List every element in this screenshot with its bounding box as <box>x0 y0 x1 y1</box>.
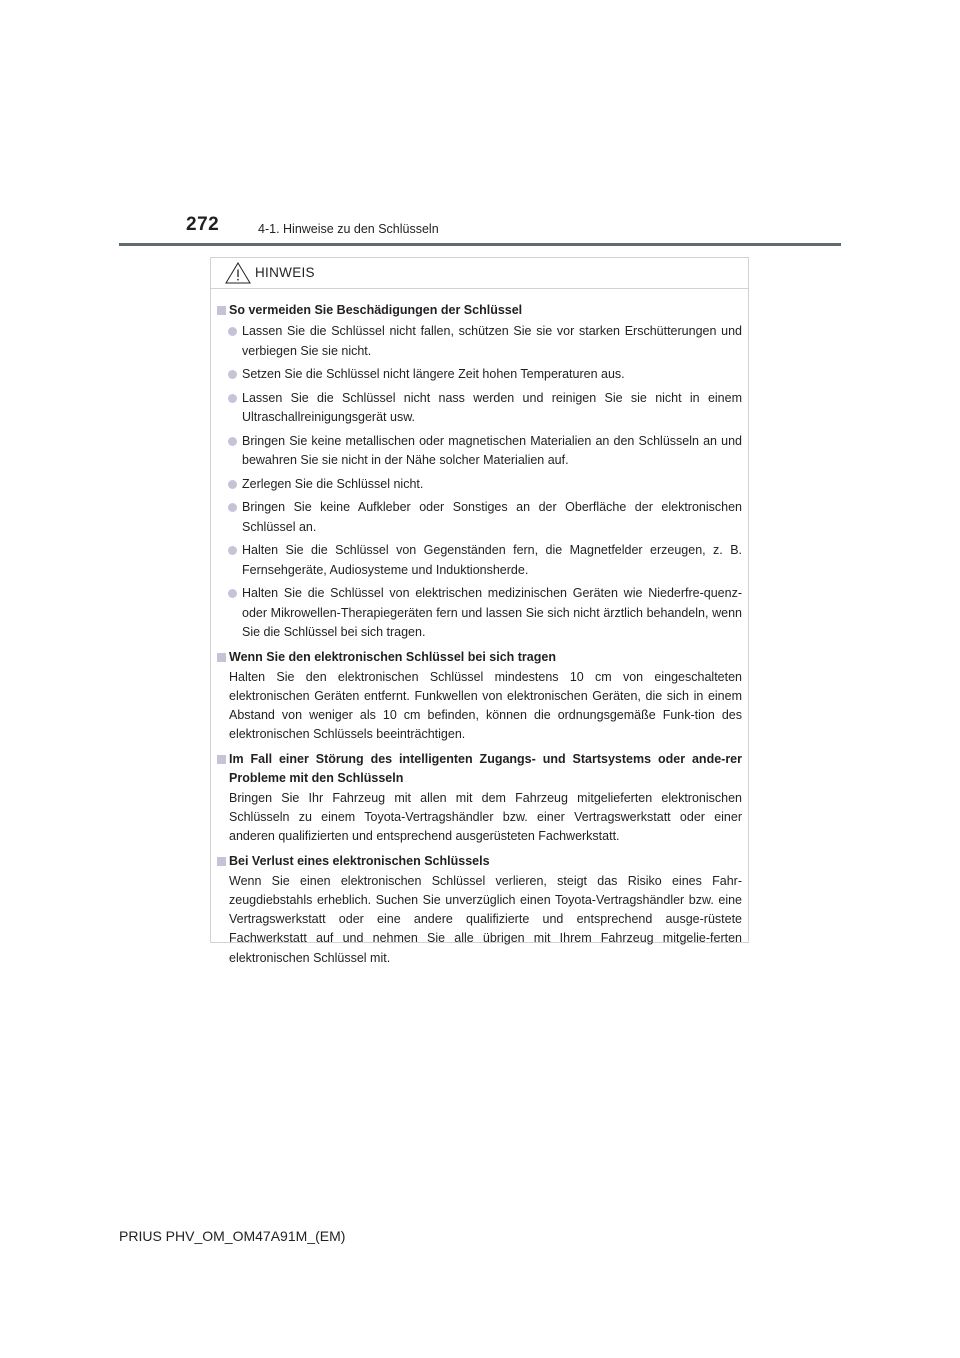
section-heading <box>217 750 742 788</box>
section-heading-text: So vermeiden Sie Beschädigungen der Schlüssel <box>229 303 523 317</box>
square-bullet-icon <box>217 306 226 315</box>
round-bullet-icon <box>228 394 237 403</box>
round-bullet-icon <box>228 503 237 512</box>
page-number: 272 <box>186 214 220 235</box>
square-bullet-icon <box>217 653 226 662</box>
list-item-text: Lassen Sie die Schlüssel nicht nass werden und reinigen Sie sie nicht in einem Ultraschallreinigungsgerät usw. <box>242 390 742 424</box>
notice-title: HINWEIS <box>255 265 315 280</box>
list-item-text: Halten Sie die Schlüssel von Gegenständen fern, die Magnetfelder erzeugen, z. B. Fernsehgeräte, Audiosysteme und Induktionsherde. <box>242 543 742 577</box>
list-item-text: Bringen Sie keine Aufkleber oder Sonstiges an der Oberfläche der elektronischen Schlüssel an. <box>242 500 742 534</box>
section-text: Bringen Sie Ihr Fahrzeug mit allen mit dem Fahrzeug mitgelieferten elektronischen Schlüsseln zu einem Toyota-Vertragshändler bzw. einer Vertragswerkstatt oder einer anderen qualifizierten und entsprechend ausgerüsteten Fachwerkstatt. <box>229 790 742 844</box>
list-item <box>217 322 742 361</box>
list-item-text: Setzen Sie die Schlüssel nicht längere Zeit hohen Temperaturen aus. <box>242 367 625 381</box>
section-heading-text: Bei Verlust eines elektronischen Schlüssels <box>229 853 490 868</box>
square-bullet-icon <box>217 857 226 866</box>
notice-box <box>210 257 749 965</box>
section-carrying-key <box>217 648 742 745</box>
notice-header <box>211 258 748 289</box>
header-rule <box>119 243 841 246</box>
section-malfunction <box>217 750 742 847</box>
list-item <box>217 389 742 428</box>
round-bullet-icon <box>228 370 237 379</box>
round-bullet-icon <box>228 327 237 336</box>
warning-triangle-icon <box>225 262 251 284</box>
round-bullet-icon <box>228 437 237 446</box>
list-item-text: Lassen Sie die Schlüssel nicht fallen, schützen Sie sie vor starken Erschütterungen und verbiegen Sie sie nicht. <box>242 324 742 358</box>
notice-body <box>211 289 748 968</box>
section-heading-text: Im Fall einer Störung des intelligenten Zugangs- und Startsystems oder ande-rer Probleme mit den Schlüsseln <box>229 751 742 785</box>
list-item <box>217 498 742 537</box>
square-bullet-icon <box>217 755 226 764</box>
list-item <box>217 432 742 471</box>
section-text: Wenn Sie einen elektronischen Schlüssel verlieren, steigt das Risiko eines Fahr-zeugdiebstahls erheblich. Suchen Sie unverzüglich einen Toyota-Vertragshändler bzw. eine Vertragswerkstatt oder eine andere qualifizierte und entsprechend ausge-rüstete Fachwerkstatt auf und nehmen Sie alle übrigen mit Ihrem Fahrzeug mitgelie-ferten elektronischen Schlüssel mit. <box>229 873 742 965</box>
list-item-text: Zerlegen Sie die Schlüssel nicht. <box>242 476 424 491</box>
section-heading <box>217 648 742 667</box>
round-bullet-icon <box>228 480 237 489</box>
section-heading <box>217 852 742 871</box>
document-code: PRIUS PHV_OM_OM47A91M_(EM) <box>119 1228 346 1244</box>
list-item-text: Halten Sie die Schlüssel von elektrischen medizinischen Geräten wie Niederfre-quenz- oder Mikrowellen-Therapiegeräten fern und lassen Sie sich nicht ärztlich behandeln, wenn Sie die Schlüssel bei sich tragen. <box>242 586 742 639</box>
round-bullet-icon <box>228 589 237 598</box>
round-bullet-icon <box>228 546 237 555</box>
section-heading-text: Wenn Sie den elektronischen Schlüssel bei sich tragen <box>229 649 556 664</box>
list-item-text: Bringen Sie keine metallischen oder magnetischen Materialien an den Schlüsseln an und bewahren Sie sie nicht in der Nähe solcher Materialien auf. <box>242 433 742 467</box>
list-item <box>217 584 742 643</box>
section-title: 4-1. Hinweise zu den Schlüsseln <box>258 222 439 236</box>
section-text: Halten Sie den elektronischen Schlüssel mindestens 10 cm von eingeschalteten elektronischen Geräten entfernt. Funkwellen von elektronischen Geräten, die sich in einem Abstand von weniger als 10 cm befinden, können die ordnungsgemäße Funk-tion des elektronischen Schlüssels beeinträchtigen. <box>229 669 742 742</box>
section-heading <box>217 301 742 320</box>
list-item <box>217 365 742 385</box>
list-item <box>217 475 742 495</box>
section-key-loss <box>217 852 742 968</box>
list-item <box>217 541 742 580</box>
section-damage-prevention <box>217 301 742 643</box>
